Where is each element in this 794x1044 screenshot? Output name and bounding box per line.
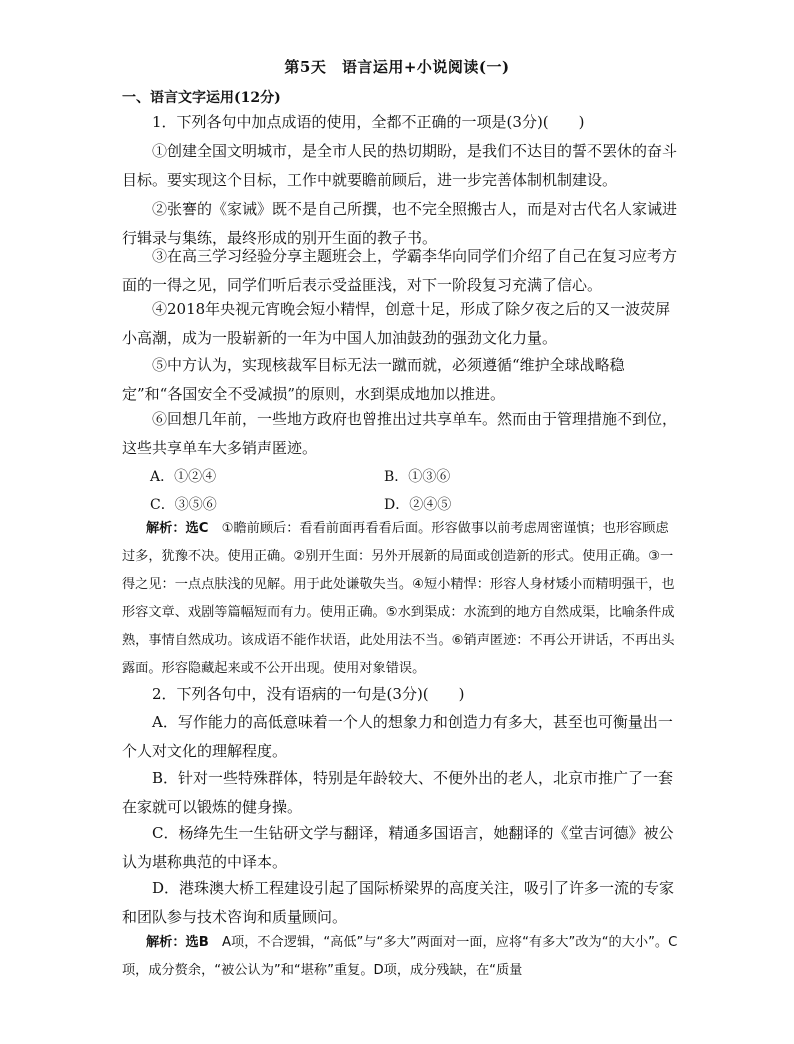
question-2-option-b: B．针对一些特殊群体，特别是年龄较大、不便外出的老人，北京市推广了一套在家就可以锻炼的健身操。: [122, 769, 674, 816]
question-1-analysis-lead: 解析：选C: [146, 521, 209, 536]
question-1-sentence-6: ⑥回想几年前，一些地方政府也曾推出过共享单车。然而由于管理措施不到位，这些共享单车大多销声匿迹。: [122, 410, 678, 457]
question-2-analysis: [122, 929, 678, 985]
question-2-analysis-body: A项，不合逻辑，“高低”与“多大”两面对一面，应将“有多大”改为“的大小”。C项，成分赘余，“被公认为”和“堪称”重复。D项，成分残缺，在“质量: [122, 935, 678, 978]
question-2-analysis-lead: 解析：选B: [146, 935, 209, 950]
question-1-option-c: C．③⑤⑥: [150, 497, 217, 513]
question-1-option-a: A．①②④: [150, 469, 217, 485]
question-1-sentence-3: ③在高三学习经验分享主题班会上，学霸李华向同学们介绍了自己在复习应考方面的一得之见，同学们听后表示受益匪浅，对下一阶段复习充满了信心。: [122, 247, 678, 294]
question-2-option-d: D．港珠澳大桥工程建设引起了国际桥梁界的高度关注，吸引了许多一流的专家和团队参与技术咨询和质量顾问。: [122, 879, 675, 926]
page-title: 第5天 语言运用+小说阅读(一): [284, 58, 510, 76]
question-2-stem: 2．下列各句中，没有语病的一句是(3分)( ): [152, 685, 465, 703]
question-2-option-c: C．杨绛先生一生钻研文学与翻译，精通多国语言，她翻译的《堂吉诃德》被公认为堪称典范的中译本。: [122, 824, 674, 871]
question-1-analysis-body: ①瞻前顾后：看看前面再看看后面。形容做事以前考虑周密谨慎；也形容顾虑过多，犹豫不决。使用正确。②别开生面：另外开展新的局面或创造新的形式。使用正确。③一得之见：一点点肤浅的见解。用于此处谦敬失当。④短小精悍：形容人身材矮小而精明强干，也形容文章、戏剧等篇幅短而有力。使用正确。⑤水到渠成：水流到的地方自然成渠，比喻条件成熟，事情自然成功。该成语不能作状语，此处用法不当。⑥销声匿迹：不再公开讲话，不再出头露面。形容隐藏起来或不公开出现。使用对象错误。: [122, 521, 675, 676]
question-1-stem: 1．下列各句中加点成语的使用，全都不正确的一项是(3分)( ): [152, 113, 585, 131]
question-1-option-b: B．①③⑥: [384, 469, 451, 485]
question-2-option-a: A．写作能力的高低意味着一个人的想象力和创造力有多大，甚至也可衡量出一个人对文化的理解程度。: [122, 713, 673, 760]
question-1-sentence-2: ②张謇的《家诫》既不是自己所撰，也不完全照搬古人，而是对古代名人家诫进行辑录与集练，最终形成的别开生面的教子书。: [122, 200, 678, 247]
question-1-sentence-5: ⑤中方认为，实现核裁军目标无法一蹴而就，必须遵循“维护全球战略稳定”和“各国安全不受减损”的原则，水到渠成地加以推进。: [122, 356, 625, 403]
question-1-sentence-4: ④2018年央视元宵晚会短小精悍，创意十足，形成了除夕夜之后的又一波荧屏小高潮，成为一股崭新的一年为中国人加油鼓劲的强劲文化力量。: [122, 300, 671, 347]
section-heading: 一、语言文字运用(12分): [122, 90, 281, 106]
question-1-sentence-1: ①创建全国文明城市，是全市人民的热切期盼，是我们不达目的誓不罢休的奋斗目标。要实现这个目标，工作中就要瞻前顾后，进一步完善体制机制建设。: [122, 142, 678, 189]
question-1-option-d: D．②④⑤: [384, 497, 452, 513]
question-1-analysis: [122, 515, 678, 683]
